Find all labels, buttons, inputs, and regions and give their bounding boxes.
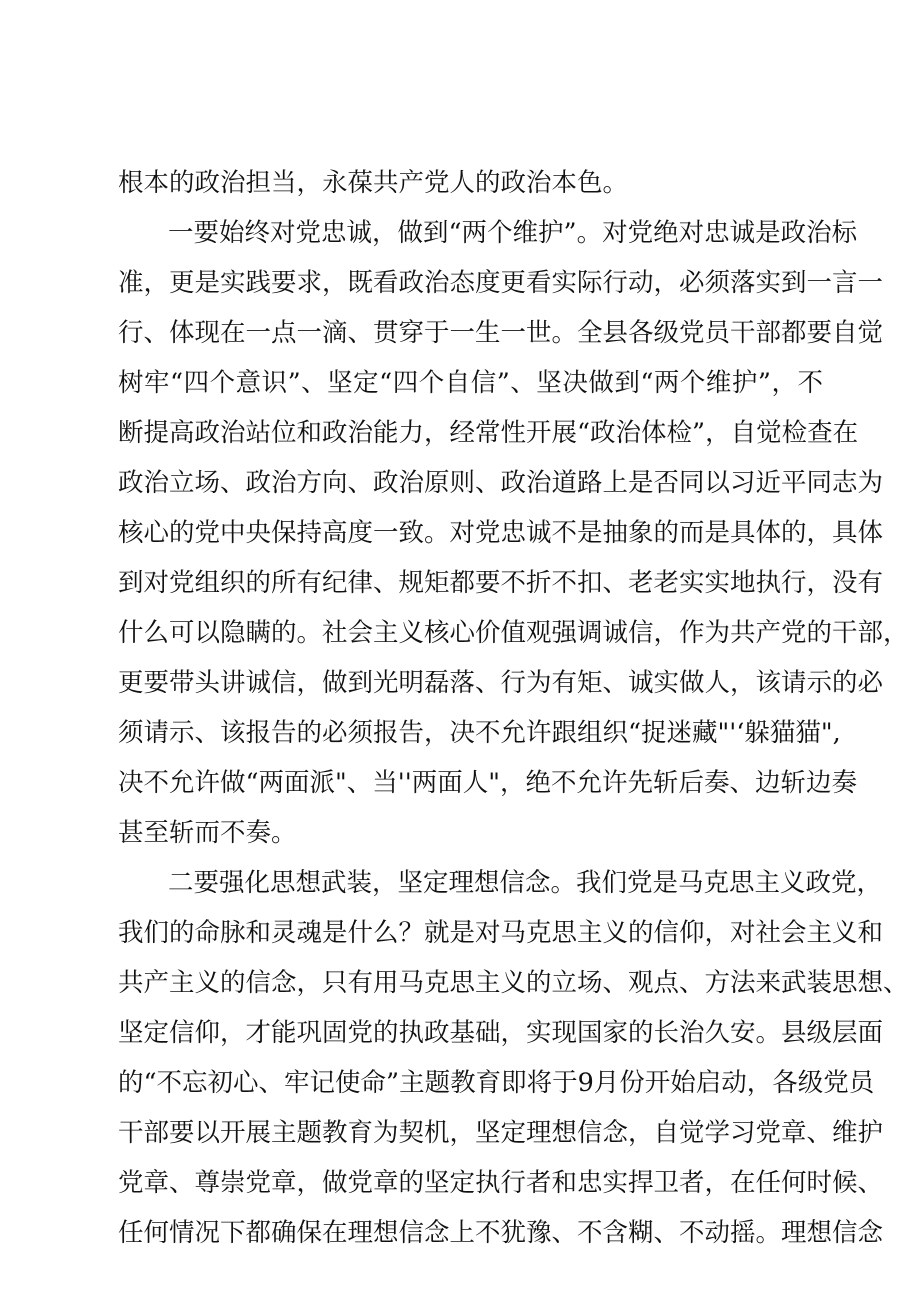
text-line: 行、体现在一点一滴、贯穿于一生一世。全县各级党员干部都要自觉: [118, 318, 884, 348]
text-line: 什么可以隐瞒的。社会主义核心价值观强调诚信，作为共产党的干部，: [118, 618, 909, 648]
text-line: 政治立场、政治方向、政治原则、政治道路上是否同以习近平同志为: [118, 468, 884, 498]
text-line: 共产主义的信念，只有用马克思主义的立场、观点、方法来武装思想、: [118, 968, 909, 998]
text-line: 到对党组织的所有纪律、规矩都要不折不扣、老老实实地执行，没有: [118, 568, 884, 598]
text-line: 核心的党中央保持高度一致。对党忠诚不是抽象的而是具体的，具体: [118, 518, 884, 548]
text-line: 准，更是实践要求，既看政治态度更看实际行动，必须落实到一言一: [118, 268, 884, 298]
text-line: 更要带头讲诚信，做到光明磊落、行为有矩、诚实做人，该请示的必: [118, 668, 884, 698]
paragraph-1-first-line: 一要始终对党忠诚，做到“两个维护”。对党绝对忠诚是政治标: [168, 218, 858, 248]
text-line: 须请示、该报告的必须报告，决不允许跟组织“捉迷藏"'‘躲猫猫",: [118, 718, 841, 748]
text-line: 干部要以开展主题教育为契机，坚定理想信念，自觉学习党章、维护: [118, 1118, 884, 1148]
text-line: 甚至斩而不奏。: [118, 818, 297, 848]
text-line: 我们的命脉和灵魂是什么？就是对马克思主义的信仰，对社会主义和: [118, 918, 884, 948]
text-line: 党章、尊崇党章，做党章的坚定执行者和忠实捍卫者，在任何时候、: [118, 1168, 884, 1198]
text-line: 的“不忘初心、牢记使命”主题教育即将于9月份开始启动，各级党员: [118, 1068, 875, 1098]
text-line: 决不允许做“两面派"、当''两面人"，绝不允许先斩后奏、边斩边奏: [118, 768, 858, 798]
text-line: 树牢“四个意识”、坚定“四个自信”、坚决做到“两个维护”，不: [118, 368, 823, 398]
text-line: 任何情况下都确保在理想信念上不犹豫、不含糊、不动摇。理想信念: [118, 1218, 884, 1248]
text-line: 根本的政治担当，永葆共产党人的政治本色。: [118, 168, 629, 198]
paragraph-2-first-line: 二要强化思想武装，坚定理想信念。我们党是马克思主义政党，: [168, 868, 883, 898]
text-line: 断提高政治站位和政治能力，经常性开展“政治体检”，自觉检查在: [118, 418, 859, 448]
text-line: 坚定信仰，才能巩固党的执政基础，实现国家的长治久安。县级层面: [118, 1018, 884, 1048]
